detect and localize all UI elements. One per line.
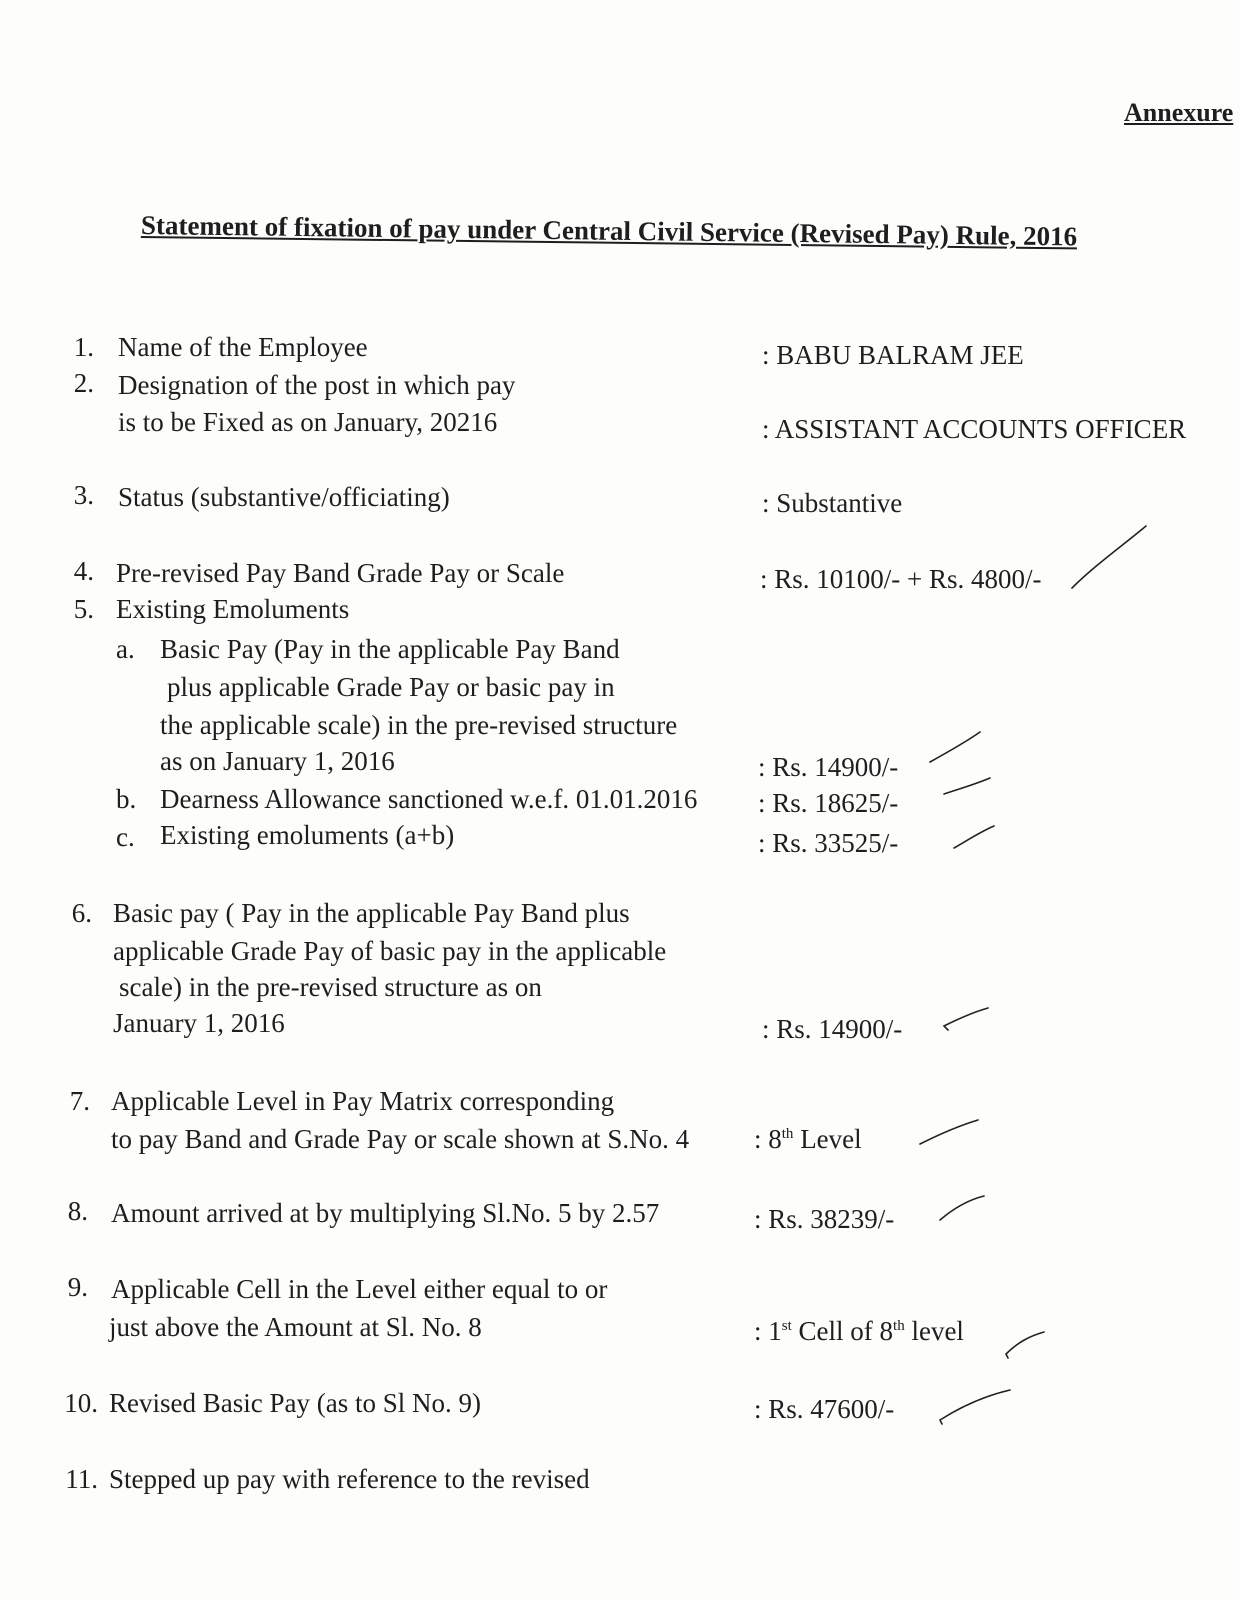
item-label: January 1, 2016 bbox=[113, 1008, 285, 1038]
item-value-pre-revised-pay: : Rs. 10100/- + Rs. 4800/- bbox=[760, 564, 1042, 594]
item-value-designation: : ASSISTANT ACCOUNTS OFFICER bbox=[762, 414, 1187, 444]
item-number: 10. bbox=[64, 1388, 98, 1418]
handwritten-tick-mark bbox=[940, 1004, 992, 1034]
item-value-applicable-cell: : 1st Cell of 8th level bbox=[754, 1316, 964, 1346]
subitem-value-existing-emoluments: : Rs. 33525/- bbox=[758, 828, 899, 858]
subitem-label: Existing emoluments (a+b) bbox=[160, 820, 455, 850]
handwritten-tick-mark bbox=[1060, 522, 1160, 594]
handwritten-tick-mark bbox=[934, 1192, 990, 1224]
item-label: Amount arrived at by multiplying Sl.No. 5 by 2.57 bbox=[111, 1198, 660, 1228]
item-value-basic-pay: : Rs. 14900/- bbox=[762, 1014, 903, 1044]
item-number: 3. bbox=[73, 480, 94, 510]
item-number: 9. bbox=[67, 1272, 88, 1302]
item-value-amount-arrived: : Rs. 38239/- bbox=[754, 1204, 895, 1234]
annexure-label: Annexure bbox=[1124, 98, 1234, 127]
item-label: Revised Basic Pay (as to Sl No. 9) bbox=[109, 1388, 481, 1418]
subitem-label: plus applicable Grade Pay or basic pay in bbox=[167, 672, 615, 702]
item-label: Designation of the post in which pay bbox=[118, 370, 516, 400]
item-value-revised-basic-pay: : Rs. 47600/- bbox=[754, 1394, 895, 1424]
item-value-status: : Substantive bbox=[762, 488, 903, 518]
handwritten-tick-mark bbox=[924, 728, 994, 770]
subitem-label: Basic Pay (Pay in the applicable Pay Band bbox=[160, 634, 620, 664]
item-number: 2. bbox=[73, 368, 94, 398]
item-number: 5. bbox=[73, 594, 94, 624]
item-number: 6. bbox=[71, 898, 92, 928]
item-number: 7. bbox=[69, 1086, 90, 1116]
item-number: 4. bbox=[73, 556, 94, 586]
item-number: 1. bbox=[73, 332, 94, 362]
item-label: Pre-revised Pay Band Grade Pay or Scale bbox=[116, 558, 565, 588]
item-label: is to be Fixed as on January, 20216 bbox=[118, 407, 498, 437]
item-label: scale) in the pre-revised structure as on bbox=[119, 972, 542, 1002]
item-label: Name of the Employee bbox=[118, 332, 368, 362]
item-number: 8. bbox=[67, 1196, 88, 1226]
handwritten-tick-mark bbox=[1000, 1326, 1050, 1362]
subitem-letter: a. bbox=[116, 634, 135, 664]
handwritten-tick-mark bbox=[948, 822, 998, 852]
subitem-label: Dearness Allowance sanctioned w.e.f. 01.01.2016 bbox=[160, 784, 698, 814]
subitem-letter: b. bbox=[116, 784, 137, 814]
item-label: Stepped up pay with reference to the revised bbox=[109, 1464, 590, 1494]
document-title: Statement of fixation of pay under Central Civil Service (Revised Pay) Rule, 2016 bbox=[140, 210, 1078, 252]
item-value-employee-name: : BABU BALRAM JEE bbox=[762, 340, 1024, 370]
item-label: Status (substantive/officiating) bbox=[118, 482, 450, 512]
item-label: to pay Band and Grade Pay or scale shown at S.No. 4 bbox=[111, 1124, 690, 1154]
item-value-pay-level: : 8th Level bbox=[754, 1124, 862, 1154]
subitem-label: the applicable scale) in the pre-revised structure bbox=[160, 710, 678, 740]
item-label: Existing Emoluments bbox=[116, 594, 350, 624]
handwritten-tick-mark bbox=[936, 1386, 1016, 1430]
item-number: 11. bbox=[65, 1464, 98, 1494]
item-label: Applicable Level in Pay Matrix corresponding bbox=[111, 1086, 615, 1116]
subitem-value-dearness-allowance: : Rs. 18625/- bbox=[758, 788, 899, 818]
subitem-label: as on January 1, 2016 bbox=[160, 746, 395, 776]
subitem-letter: c. bbox=[116, 822, 135, 852]
item-label: Applicable Cell in the Level either equal to or bbox=[111, 1274, 608, 1304]
handwritten-tick-mark bbox=[938, 774, 998, 800]
handwritten-tick-mark bbox=[914, 1116, 984, 1150]
item-label: just above the Amount at Sl. No. 8 bbox=[109, 1312, 482, 1342]
item-label: Basic pay ( Pay in the applicable Pay Band plus bbox=[113, 898, 630, 928]
subitem-value-basic-pay: : Rs. 14900/- bbox=[758, 752, 899, 782]
item-label: applicable Grade Pay of basic pay in the applicable bbox=[113, 936, 667, 966]
